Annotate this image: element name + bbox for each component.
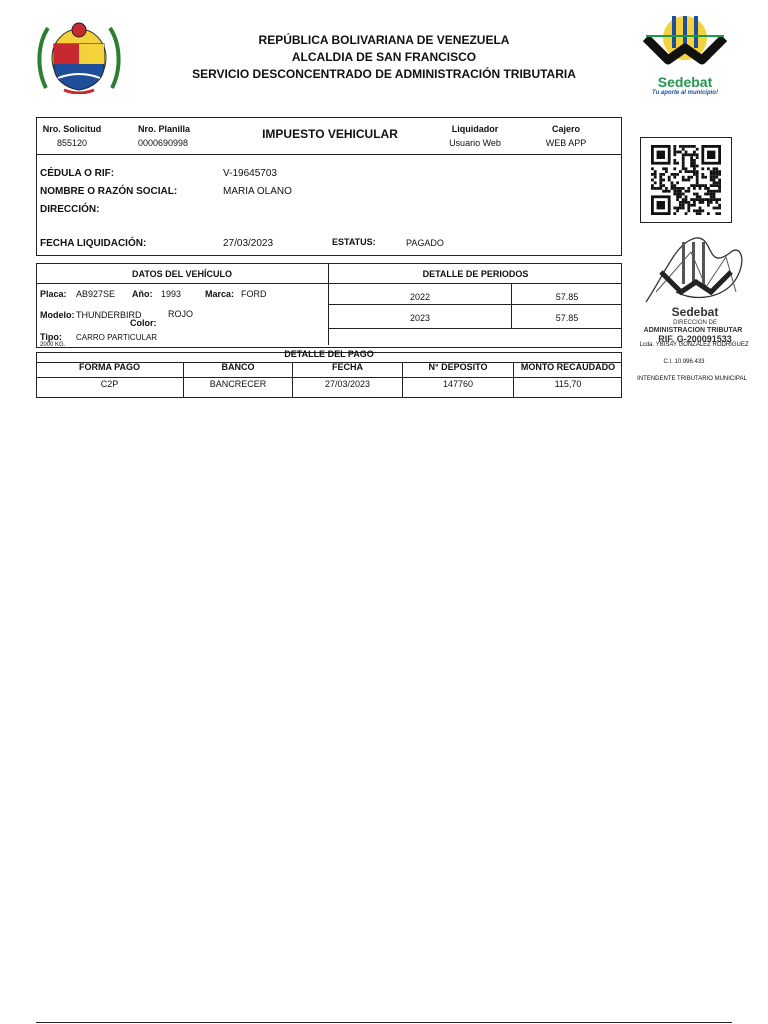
pago-deposito-value: 147760 — [442, 379, 474, 389]
cajero-value: WEB APP — [545, 138, 587, 148]
marca-value: FORD — [241, 289, 267, 299]
placa-value: AB927SE — [76, 289, 116, 299]
tipo-value: CARRO PARTICULAR — [76, 333, 158, 342]
estatus-value: PAGADO — [406, 238, 444, 248]
fecha-liquidacion-value: 27/03/2023 — [223, 238, 274, 249]
sedebat-logo-name: Sedebat — [657, 74, 713, 90]
periodos-heading: DETALLE DE PERIODOS — [422, 269, 529, 279]
cajero-label: Cajero — [551, 124, 580, 134]
sedebat-logo-icon — [640, 12, 730, 76]
solicitud-value: 855120 — [56, 138, 88, 148]
header-servicio: SERVICIO DESCONCENTRADO DE ADMINISTRACIÓN TRIBUTARIA — [192, 67, 576, 81]
nombre-value: MARIA OLANO — [223, 186, 292, 197]
qr-code-icon — [649, 145, 723, 215]
stamp-line1: DIRECCION DE — [673, 320, 717, 326]
solicitud-label: Nro. Solicitud — [42, 124, 102, 134]
pago-col-deposito: N° DEPOSITO — [428, 362, 488, 372]
pago-col-forma: FORMA PAGO — [79, 362, 140, 372]
periodo-amount: 57.85 — [555, 292, 579, 302]
marca-label: Marca: — [205, 289, 235, 299]
liquidador-value: Usuario Web — [449, 138, 501, 148]
signatory-name: Lcda. YBISAY GONZALEZ RODRIGUEZ — [639, 342, 749, 348]
qr-code-frame — [640, 137, 732, 223]
sedebat-logo-slogan: Tu aporte al municipio! — [652, 90, 718, 96]
estatus-label: ESTATUS: — [332, 237, 376, 247]
header-alcaldia: ALCALDIA DE SAN FRANCISCO — [291, 50, 477, 64]
fecha-liquidacion-label: FECHA LIQUIDACIÓN: — [40, 238, 147, 249]
periodo-year: 2022 — [409, 292, 431, 302]
tipo-label: Tipo: — [40, 332, 62, 342]
stamp-line2: ADMINISTRACION TRIBUTAR — [643, 327, 743, 334]
signatory-title: INTENDENTE TRIBUTARIO MUNICIPAL — [637, 376, 747, 382]
color-label: Color: — [130, 318, 157, 328]
direccion-label: DIRECCIÓN: — [40, 204, 100, 215]
planilla-value: 0000690998 — [138, 138, 189, 148]
color-value: ROJO — [168, 309, 194, 319]
header-republic: REPÚBLICA BOLIVARIANA DE VENEZUELA — [258, 33, 510, 47]
bottom-divider — [36, 1022, 732, 1023]
cedula-label: CÉDULA O RIF: — [40, 168, 115, 179]
planilla-label: Nro. Planilla — [138, 124, 191, 134]
anio-value: 1993 — [161, 289, 182, 299]
placa-label: Placa: — [40, 289, 67, 299]
stamp-rif: RIF. G-200091533 — [658, 334, 732, 344]
pago-banco-value: BANCRECER — [209, 379, 267, 389]
periodo-year: 2023 — [409, 313, 431, 323]
peso-value: 2000 KG. — [40, 342, 66, 348]
pago-heading: DETALLE DEL PAGO — [284, 349, 374, 359]
official-stamp-signature — [636, 232, 754, 310]
pago-monto-value: 115,70 — [554, 379, 582, 389]
pago-col-monto: MONTO RECAUDADO — [520, 362, 616, 372]
pago-col-banco: BANCO — [221, 362, 255, 372]
stamp-brand: Sedebat — [671, 305, 719, 319]
document-title: IMPUESTO VEHICULAR — [262, 127, 398, 141]
pago-forma-value: C2P — [100, 379, 119, 389]
anio-label: Año: — [132, 289, 153, 299]
liquidador-label: Liquidador — [451, 124, 499, 134]
modelo-value: THUNDERBIRD — [76, 310, 142, 320]
periodo-amount: 57.85 — [555, 313, 579, 323]
signatory-ci: C.I. 10.996.433 — [663, 359, 705, 365]
coat-of-arms-emblem — [34, 18, 124, 94]
pago-fecha-value: 27/03/2023 — [324, 379, 371, 389]
pago-col-fecha: FECHA — [332, 362, 363, 372]
modelo-label: Modelo: — [40, 310, 75, 320]
vehiculo-heading: DATOS DEL VEHÍCULO — [131, 269, 232, 279]
cedula-value: V-19645703 — [223, 168, 277, 179]
nombre-label: NOMBRE O RAZÓN SOCIAL: — [40, 186, 178, 197]
